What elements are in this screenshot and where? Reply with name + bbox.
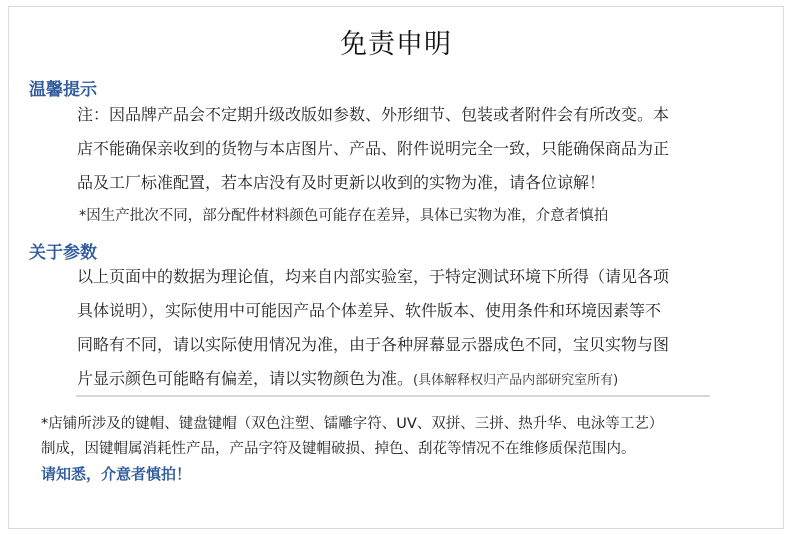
- tips-note: *因生产批次不同，部分配件材料颜色可能存在差异，具体已实物为准，介意者慎拍: [79, 208, 609, 224]
- tips-line: 品及工厂标准配置，若本店没有及时更新以收到的实物为准，请各位谅解！: [77, 173, 606, 192]
- params-line: 具体说明），实际使用中可能因产品个体差异、软件版本、使用条件和环境因素等不: [77, 301, 662, 320]
- params-last-small: (具体解释权归产品内部研究室所有): [413, 373, 619, 388]
- tips-line: 注：因品牌产品会不定期升级改版如参数、外形细节、包装或者附件会有所改变。本: [77, 105, 670, 124]
- page-title: 免责申明: [340, 29, 452, 60]
- footer-line: 制成，因键帽属消耗性产品，产品字符及键帽破损、掉色、刮花等情况不在维修质保范围内。: [41, 441, 636, 457]
- footer-notice: 请知悉，介意者慎拍！: [41, 465, 192, 483]
- tips-paragraph: [77, 98, 727, 200]
- footer-line: *店铺所涉及的键帽、键盘键帽（双色注塑、镭雕字符、UV、双拼、三拼、热升华、电泳等工艺）: [41, 416, 664, 432]
- params-line-last: [77, 362, 727, 398]
- params-paragraph: [77, 260, 727, 398]
- tips-line: 店不能确保亲收到的货物与本店图片、产品、附件说明完全一致，只能确保商品为正: [77, 139, 670, 158]
- section-divider: [76, 395, 710, 397]
- params-heading: 关于参数: [29, 243, 97, 263]
- params-line: 以上页面中的数据为理论值，均来自内部实验室，于特定测试环境下所得（请见各项: [77, 267, 670, 286]
- tips-heading: 温馨提示: [29, 80, 97, 100]
- params-last-text: 片显示颜色可能略有偏差，请以实物颜色为准。: [77, 369, 414, 388]
- params-line: 同略有不同，请以实际使用情况为准，由于各种屏幕显示器成色不同，宝贝实物与图: [77, 335, 670, 354]
